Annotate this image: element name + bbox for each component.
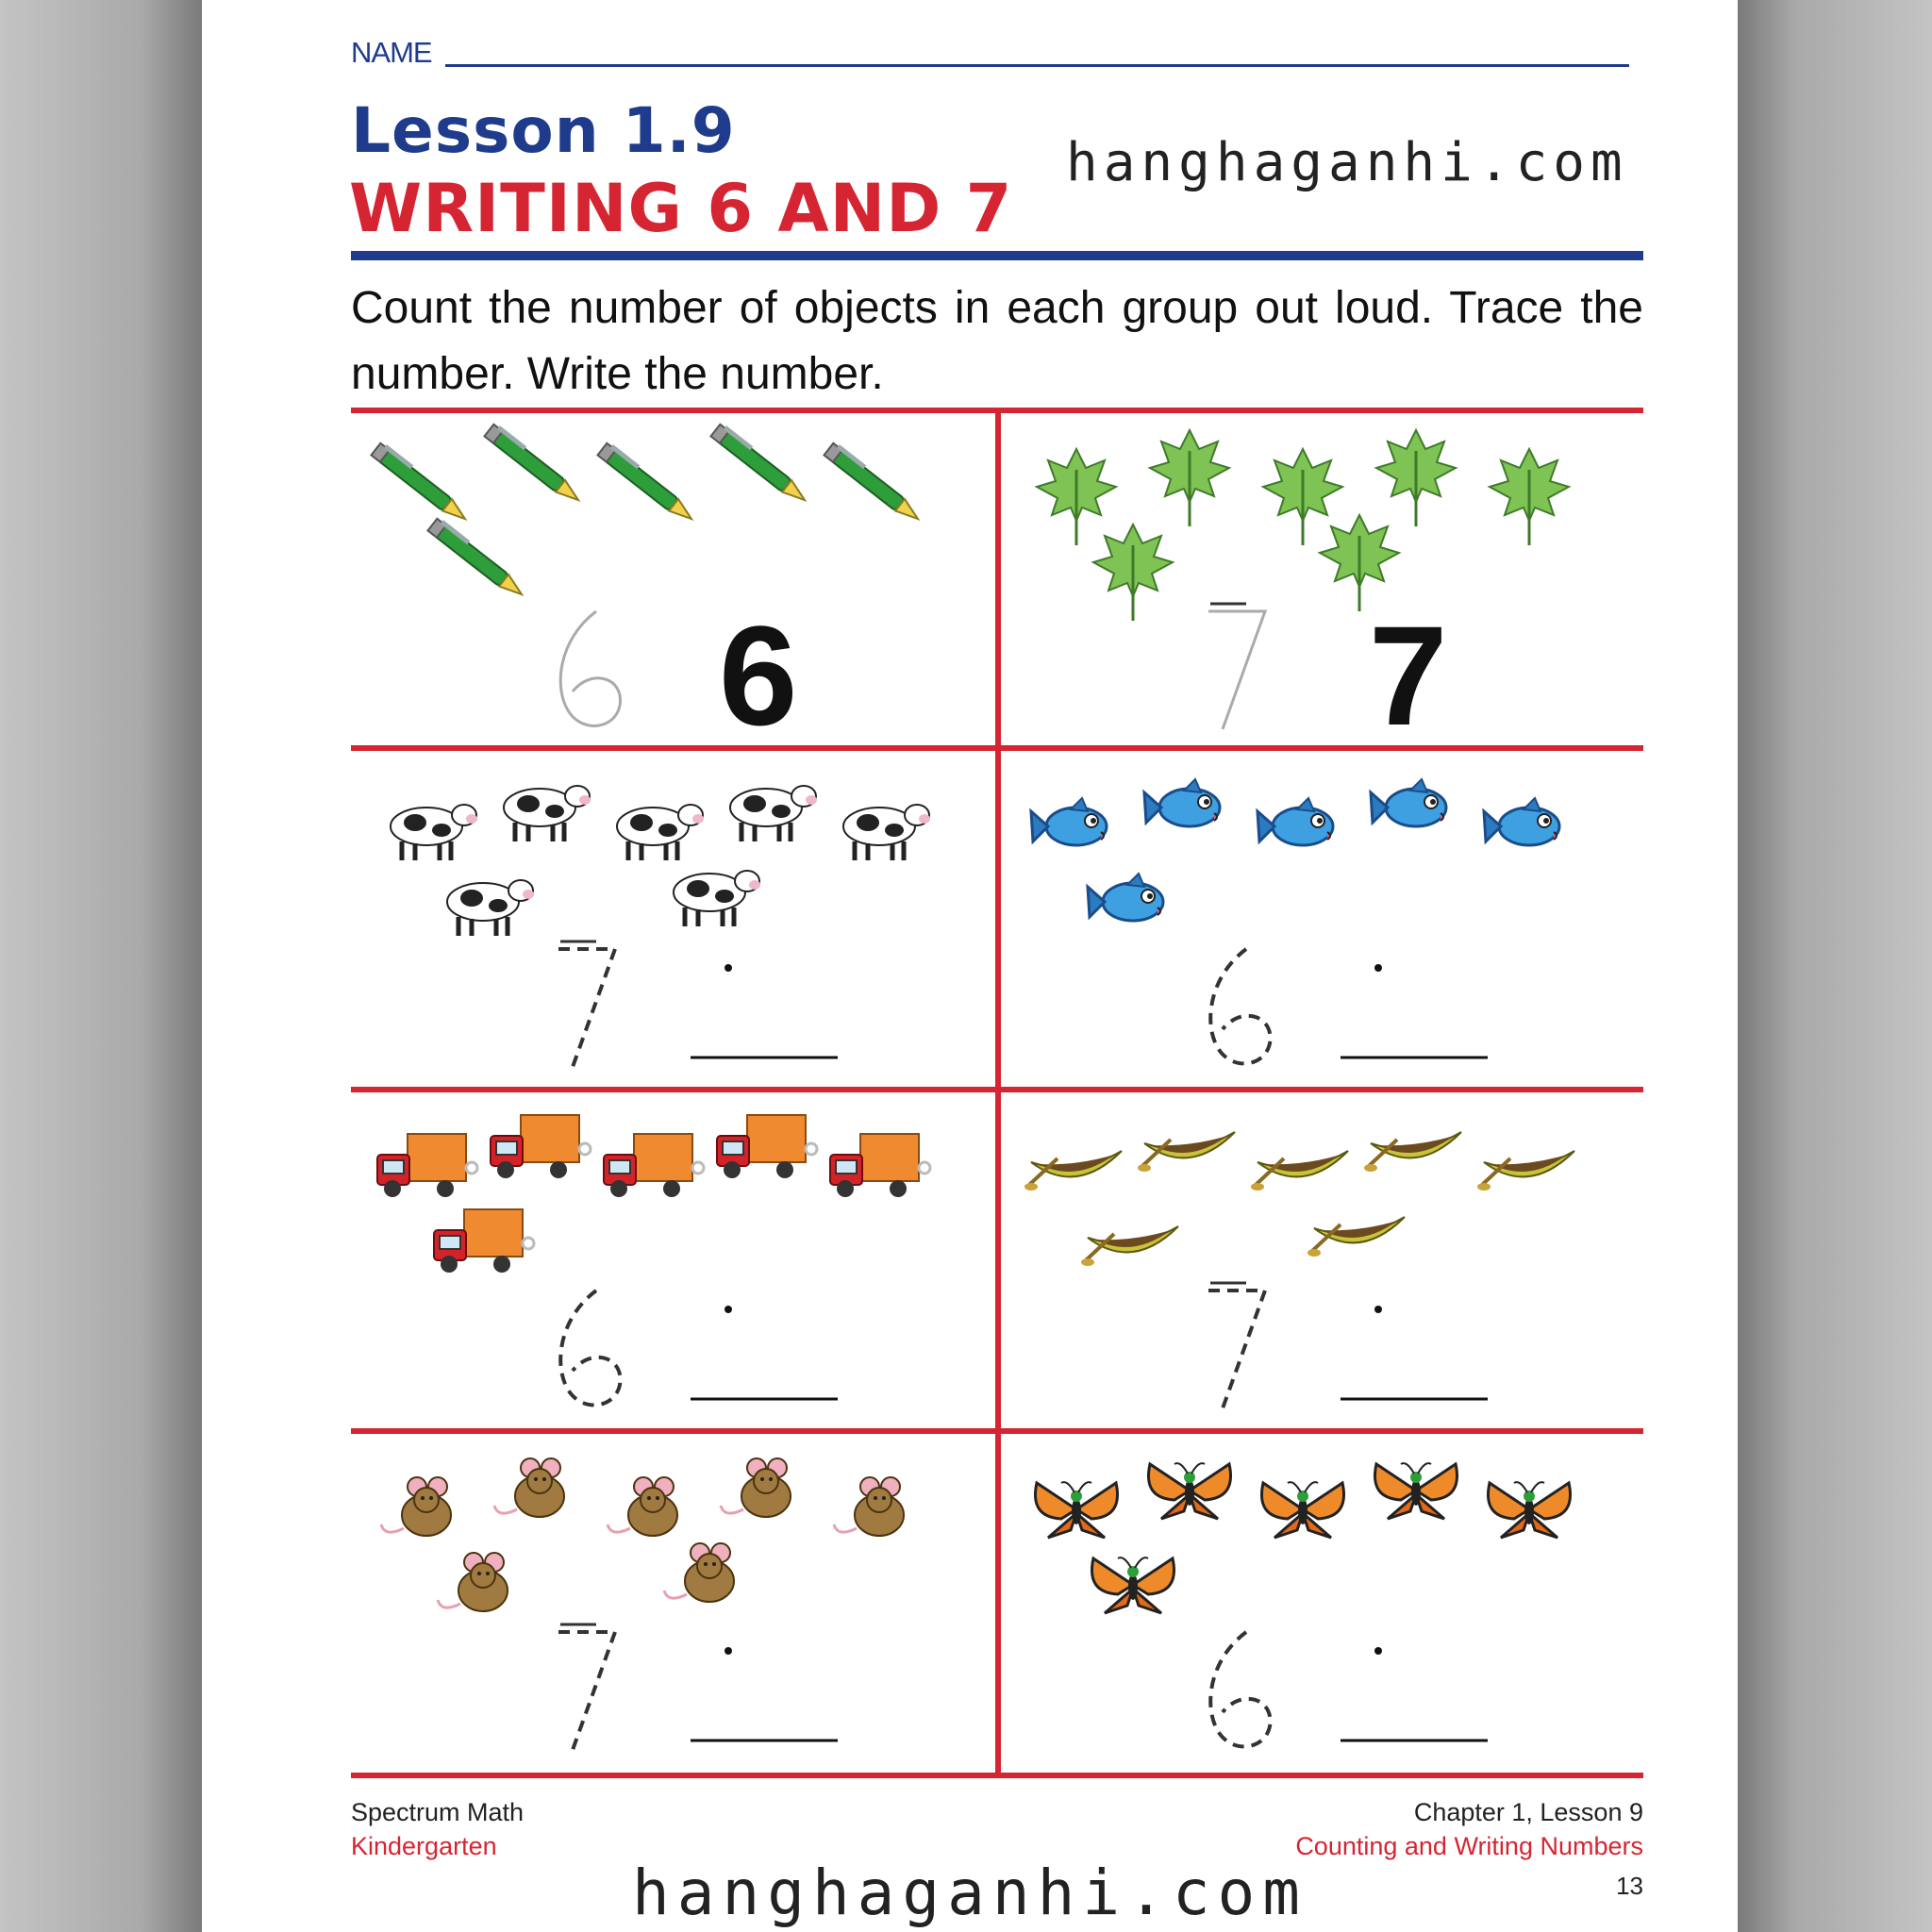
- leaf-icon: [1037, 449, 1116, 545]
- canoe-icon: [1024, 1151, 1122, 1191]
- page-number: 13: [1616, 1872, 1643, 1900]
- exercise-cell: [1001, 413, 1642, 748]
- pen-icon: [371, 441, 471, 525]
- fish-icon: [1144, 779, 1220, 826]
- start-dot: [724, 1647, 732, 1655]
- cow-icon: [447, 880, 534, 936]
- truck-icon: [604, 1134, 704, 1197]
- watermark-top: hanghaganhi.com: [1066, 132, 1628, 193]
- truck-icon: [377, 1134, 477, 1197]
- exercise-cell: [1001, 1092, 1642, 1427]
- exercise-cell: [351, 1434, 992, 1769]
- butterfly-icon: [1261, 1482, 1343, 1538]
- mouse-icon: [438, 1553, 508, 1611]
- leaf-icon: [1093, 525, 1173, 621]
- page-shadow-left: [0, 0, 202, 1932]
- butterfly-icon: [1374, 1463, 1457, 1519]
- exercise-cell: [1001, 751, 1642, 1086]
- exercise-cell: [351, 413, 992, 748]
- canoe-icon: [1364, 1132, 1461, 1172]
- leaf-group: [1001, 413, 1642, 748]
- lesson-number: Lesson 1.9: [351, 94, 736, 167]
- footer-topic: Counting and Writing Numbers: [1295, 1832, 1643, 1860]
- pen-icon: [597, 441, 697, 525]
- butterfly-icon: [1148, 1463, 1230, 1519]
- trace-digit: [1208, 604, 1265, 729]
- butterfly-icon: [1091, 1557, 1174, 1613]
- exercise-cell: [351, 751, 992, 1086]
- leaf-icon: [1263, 449, 1342, 545]
- cow-icon: [504, 786, 591, 841]
- canoe-icon: [1477, 1151, 1574, 1191]
- truck-icon: [830, 1134, 930, 1197]
- instructions: Count the number of objects in each group out loud. Trace the number. Write the number.: [351, 283, 1643, 399]
- fish-icon: [1257, 798, 1333, 845]
- cow-icon: [730, 786, 817, 841]
- mouse-icon: [721, 1458, 791, 1517]
- lesson-title: WRITING 6 AND 7: [349, 170, 1013, 247]
- start-dot: [1374, 1306, 1382, 1313]
- trace-digit: [1210, 949, 1270, 1063]
- pen-group: [351, 413, 992, 748]
- canoe-icon: [1081, 1226, 1178, 1266]
- canoe-icon: [1138, 1132, 1235, 1172]
- start-dot: [1374, 964, 1382, 972]
- mouse-icon: [608, 1477, 677, 1536]
- exercise-cell: [351, 1092, 992, 1427]
- pen-icon: [824, 441, 924, 525]
- trace-digit: [560, 611, 620, 725]
- leaf-icon: [1150, 430, 1229, 526]
- butterfly-icon: [1488, 1482, 1570, 1538]
- start-dot: [724, 1306, 732, 1313]
- cow-icon: [391, 805, 477, 860]
- page-shadow-right: [1738, 0, 1932, 1932]
- trace-digit: [1208, 1283, 1265, 1408]
- truck-group: [351, 1092, 992, 1427]
- exercise-cell: [1001, 1434, 1642, 1769]
- footer-grade: Kindergarten: [351, 1832, 497, 1860]
- watermark-bottom: hanghaganhi.com: [632, 1857, 1308, 1929]
- mouse-icon: [494, 1458, 564, 1517]
- mouse-icon: [664, 1543, 734, 1602]
- canoe-icon: [1251, 1151, 1348, 1191]
- trace-digit: [1210, 1632, 1270, 1746]
- butterfly-group: [1001, 1434, 1642, 1769]
- fish-group: [1001, 751, 1642, 1086]
- start-dot: [724, 964, 732, 972]
- fish-icon: [1088, 874, 1163, 921]
- pen-icon: [484, 422, 584, 506]
- pen-icon: [710, 422, 810, 506]
- trace-digit: [558, 941, 615, 1067]
- fish-icon: [1371, 779, 1446, 826]
- footer-book-title: Spectrum Math: [351, 1798, 525, 1826]
- truck-icon: [717, 1115, 817, 1178]
- fish-icon: [1031, 798, 1107, 845]
- truck-icon: [491, 1115, 591, 1178]
- canoe-icon: [1307, 1217, 1405, 1257]
- fish-icon: [1484, 798, 1559, 845]
- title-divider: [351, 251, 1643, 260]
- answer-digit: 6: [719, 596, 798, 748]
- cow-icon: [843, 805, 930, 860]
- name-label: NAME: [351, 36, 432, 69]
- name-input-line[interactable]: [445, 64, 1629, 67]
- butterfly-icon: [1035, 1482, 1117, 1538]
- truck-icon: [434, 1209, 534, 1273]
- footer-chapter: Chapter 1, Lesson 9: [1413, 1798, 1643, 1826]
- exercise-grid: [351, 408, 1643, 1778]
- canoe-group: [1001, 1092, 1642, 1427]
- mouse-icon: [834, 1477, 904, 1536]
- leaf-icon: [1490, 449, 1569, 545]
- answer-digit: 7: [1369, 596, 1448, 748]
- leaf-icon: [1376, 430, 1456, 526]
- trace-digit: [558, 1624, 615, 1750]
- start-dot: [1374, 1647, 1382, 1655]
- pen-icon: [427, 516, 527, 600]
- trace-digit: [560, 1291, 620, 1405]
- cow-icon: [617, 805, 704, 860]
- cow-icon: [674, 871, 760, 926]
- mouse-group: [351, 1434, 992, 1769]
- cow-group: [351, 751, 992, 1086]
- mouse-icon: [381, 1477, 451, 1536]
